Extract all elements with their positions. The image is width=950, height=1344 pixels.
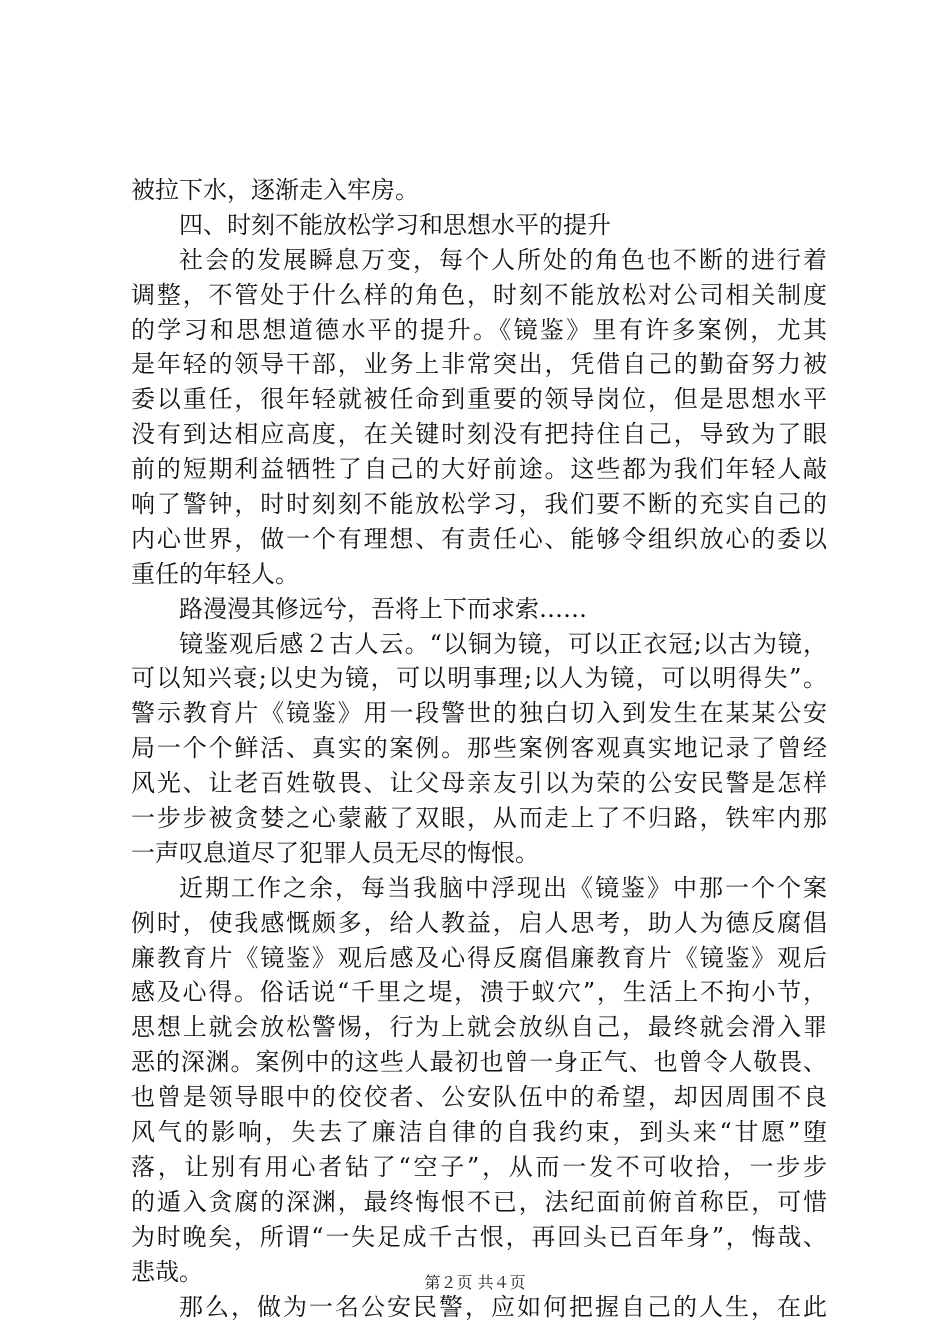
text-line: 四、时刻不能放松学习和思想水平的提升 xyxy=(179,210,611,239)
text-line: 近期工作之余，每当我脑中浮现出《镜鉴》中那一个个案 xyxy=(179,873,827,902)
text-line: 悲哉。 xyxy=(131,1257,203,1286)
text-line: 一声叹息道尽了犯罪人员无尽的悔恨。 xyxy=(131,838,539,867)
text-line: 那么，做为一名公安民警，应如何把握自己的人生，在此 xyxy=(179,1292,827,1321)
text-line: 局一个个鲜活、真实的案例。那些案例客观真实地记录了曾经 xyxy=(131,734,827,763)
text-line: 委以重任，很年轻就被任命到重要的领导岗位，但是思想水平 xyxy=(131,385,827,414)
text-line: 恶的深渊。案例中的这些人最初也曾一身正气、也曾令人敬畏、 xyxy=(131,1048,827,1077)
text-line: 前的短期利益牺牲了自己的大好前途。这些都为我们年轻人敲 xyxy=(131,455,827,484)
text-line: 感及心得。俗话说“千里之堤，溃于蚁穴”，生活上不拘小节， xyxy=(131,978,827,1007)
text-line: 警示教育片《镜鉴》用一段警世的独白切入到发生在某某公安 xyxy=(131,699,827,728)
text-line: 重任的年轻人。 xyxy=(131,559,299,588)
text-line: 廉教育片《镜鉴》观后感及心得反腐倡廉教育片《镜鉴》观后 xyxy=(131,943,827,972)
text-line: 是年轻的领导干部，业务上非常突出，凭借自己的勤奋努力被 xyxy=(131,350,827,379)
text-line: 路漫漫其修远兮，吾将上下而求索…… xyxy=(179,594,587,623)
text-line: 的遁入贪腐的深渊，最终悔恨不已，法纪面前俯首称臣，可惜 xyxy=(131,1187,827,1216)
text-line: 调整，不管处于什么样的角色，时刻不能放松对公司相关制度 xyxy=(131,280,827,309)
text-line: 落，让别有用心者钻了“空子”，从而一发不可收拾，一步步 xyxy=(131,1152,827,1181)
text-line: 镜鉴观后感２古人云。“以铜为镜，可以正衣冠;以古为镜， xyxy=(179,629,827,658)
text-line: 的学习和思想道德水平的提升。《镜鉴》里有许多案例，尤其 xyxy=(131,315,827,344)
text-line: 社会的发展瞬息万变，每个人所处的角色也不断的进行着 xyxy=(179,245,827,274)
text-line: 为时晚矣，所谓“一失足成千古恨，再回头已百年身”，悔哉、 xyxy=(131,1222,827,1251)
text-line: 风光、让老百姓敬畏、让父母亲友引以为荣的公安民警是怎样 xyxy=(131,769,827,798)
text-line: 例时，使我感慨颇多，给人教益，启人思考，助人为德反腐倡 xyxy=(131,908,827,937)
text-line: 一步步被贪婪之心蒙蔽了双眼，从而走上了不归路，铁牢内那 xyxy=(131,804,827,833)
text-line: 也曾是领导眼中的佼佼者、公安队伍中的希望，却因周围不良 xyxy=(131,1083,827,1112)
text-line: 响了警钟，时时刻刻不能放松学习，我们要不断的充实自己的 xyxy=(131,490,827,519)
document-body xyxy=(131,173,827,1324)
text-line: 思想上就会放松警惕，行为上就会放纵自己，最终就会滑入罪 xyxy=(131,1013,827,1042)
text-line: 可以知兴衰;以史为镜，可以明事理;以人为镜，可以明得失”。 xyxy=(131,664,827,693)
text-line: 内心世界，做一个有理想、有责任心、能够令组织放心的委以 xyxy=(131,524,827,553)
text-line: 没有到达相应高度，在关键时刻没有把持住自己，导致为了眼 xyxy=(131,420,827,449)
page-footer: 第２页 共４页 xyxy=(424,1273,526,1292)
text-line: 被拉下水，逐渐走入牢房。 xyxy=(131,176,419,204)
text-line: 风气的影响，失去了廉洁自律的自我约束，到头来“甘愿”堕 xyxy=(131,1118,827,1147)
